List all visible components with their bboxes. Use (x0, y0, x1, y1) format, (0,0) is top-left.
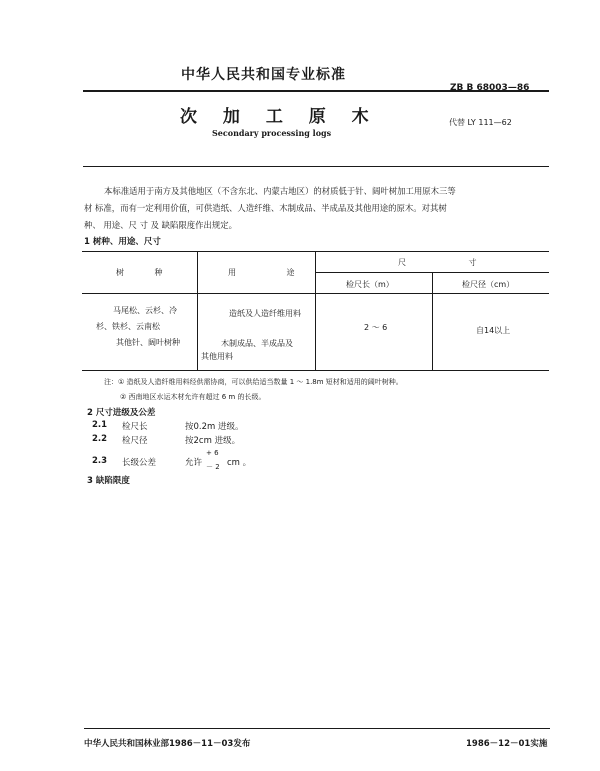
header-diameter: 检尺径（cm） (462, 280, 515, 289)
standard-number: ZB B 68003—86 (450, 83, 530, 93)
header-species: 树 种 (116, 268, 177, 277)
table-col-divider-3 (432, 272, 433, 370)
title-rule (83, 166, 549, 167)
header-length: 检尺长（m） (346, 280, 394, 289)
use-line-1: 造纸及人造纤维用料 (229, 309, 301, 318)
header-use: 用 途 (228, 268, 319, 277)
item-2-3-number: 2.3 (92, 456, 108, 466)
issued-line: 中华人民共和国林业部1986－11－03发布 (84, 739, 251, 749)
item-2-1-number: 2.1 (92, 420, 108, 430)
table-bottom-border (82, 370, 549, 371)
footer-rule (84, 728, 550, 729)
use-line-2: 木制成品、半成品及 (221, 339, 293, 348)
effective-line: 1986－12－01实施 (466, 739, 548, 749)
header-size: 尺 寸 (398, 258, 507, 267)
intro-line-1: 本标准适用于南方及其他地区（不含东北、内蒙古地区）的材质低于针、阔叶树加工用原木三等 (104, 186, 456, 196)
table-col-divider-1 (197, 251, 198, 370)
use-line-3: 其他用料 (201, 352, 233, 361)
item-2-2-value: 按2cm 进级。 (185, 436, 241, 446)
item-2-2-number: 2.2 (92, 434, 108, 444)
table-note-2: ② 西南地区水运木材允许有超过 6 m 的长级。 (120, 393, 266, 401)
item-2-3-label: 长级公差 (122, 458, 157, 468)
diameter-value: 自14以上 (476, 326, 511, 335)
item-2-3-prefix: 允许 (185, 458, 203, 468)
section-3-heading: 3 缺陷限度 (87, 476, 130, 486)
length-value: 2 ～ 6 (364, 323, 388, 332)
section-2-heading: 2 尺寸进级及公差 (87, 408, 156, 418)
item-2-1-value: 按0.2m 进级。 (185, 422, 244, 432)
table-note-1: 注：① 造纸及人造纤维用料经供需协商，可以供给适当数量 1 ～ 1.8m 短材和适用的阔叶树种。 (104, 378, 403, 386)
title-english: Secondary processing logs (212, 128, 332, 138)
org-title: 中华人民共和国专业标准 (181, 67, 346, 83)
page-title: 次 加 工 原 木 (180, 107, 379, 127)
item-2-3-plus: + 6 (206, 449, 219, 457)
item-2-2-label: 检尺径 (122, 436, 148, 446)
intro-line-3: 种、 用途、尺 寸 及 缺陷限度作出规定。 (84, 220, 238, 230)
item-2-3-unit: cm 。 (227, 458, 252, 468)
item-2-1-label: 检尺长 (122, 422, 148, 432)
species-line-3: 其他针、阔叶树种 (116, 338, 180, 347)
species-line-2: 杉、铁杉、云南松 (96, 322, 160, 331)
intro-line-2: 材 标准，而有一定利用价值，可供造纸、人造纤维、木制成品、半成品及其他用途的原木。对其树 (84, 203, 447, 213)
section-1-heading: 1 树种、用途、尺寸 (84, 237, 161, 247)
replaces-standard: 代替 LY 111—62 (449, 118, 512, 127)
species-line-1: 马尾松、云杉、冷 (113, 306, 177, 315)
item-2-3-minus: － 2 (206, 463, 220, 471)
